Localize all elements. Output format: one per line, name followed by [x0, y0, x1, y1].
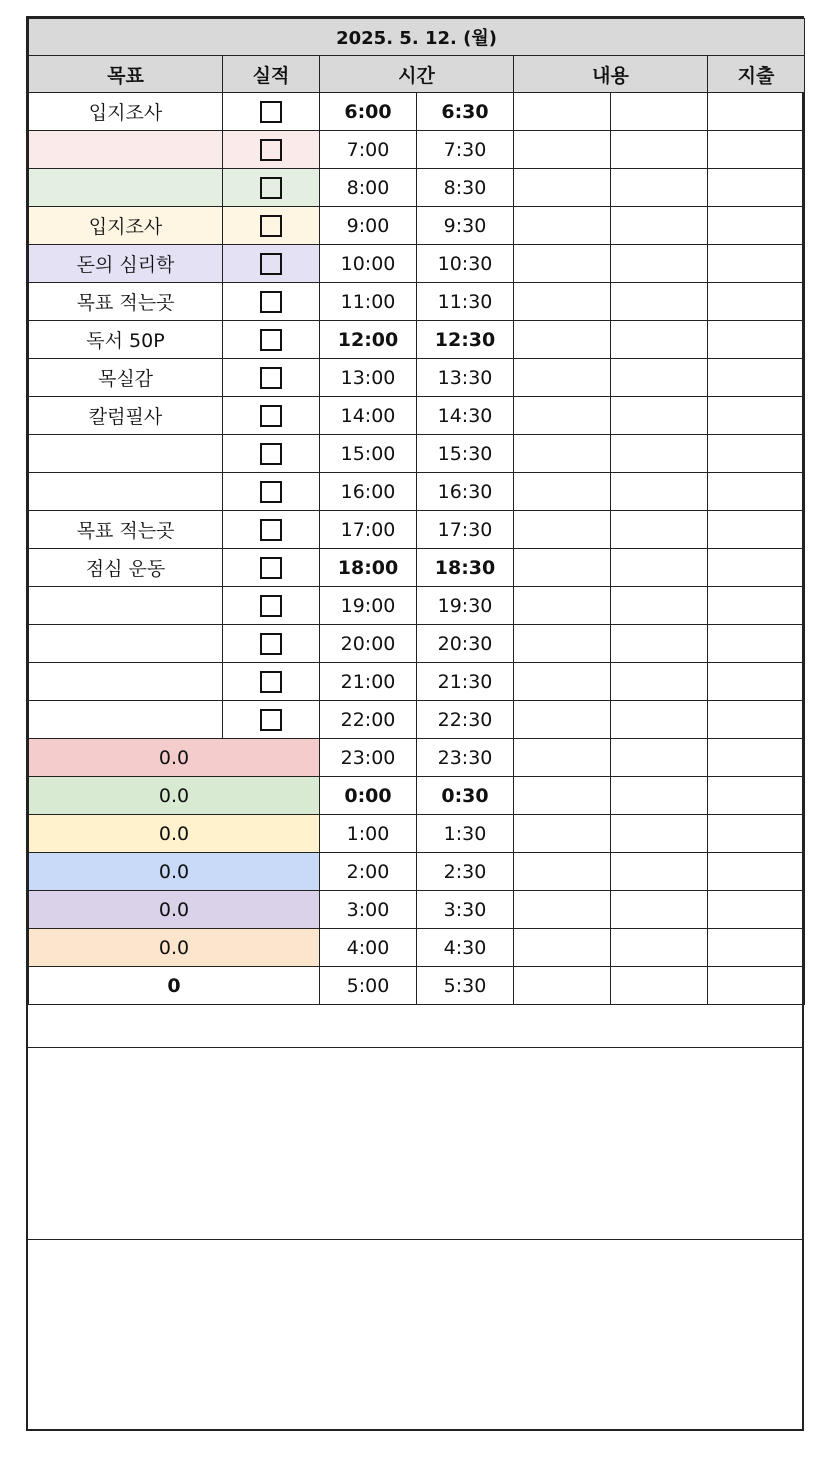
time-half: 5:30 — [417, 967, 514, 1005]
done-cell[interactable] — [223, 701, 320, 739]
content-cell[interactable] — [514, 891, 611, 929]
checkbox[interactable] — [260, 291, 282, 313]
goal-cell[interactable] — [29, 131, 223, 169]
checkbox[interactable] — [260, 595, 282, 617]
time-half: 23:30 — [417, 739, 514, 777]
checkbox[interactable] — [260, 633, 282, 655]
done-cell[interactable] — [223, 549, 320, 587]
goal-cell[interactable]: 목표 적는곳 — [29, 283, 223, 321]
time-start: 8:00 — [320, 169, 417, 207]
content-cell[interactable] — [611, 169, 708, 207]
checkbox[interactable] — [260, 139, 282, 161]
content-cell[interactable] — [611, 777, 708, 815]
content-cell[interactable] — [611, 549, 708, 587]
content-cell[interactable] — [611, 321, 708, 359]
table-row — [29, 245, 805, 283]
content-cell[interactable] — [611, 245, 708, 283]
table-row — [29, 207, 805, 245]
goal-cell[interactable]: 목표 적는곳 — [29, 511, 223, 549]
done-cell[interactable] — [223, 587, 320, 625]
content-cell[interactable] — [514, 397, 611, 435]
table-row — [29, 625, 805, 663]
goal-cell[interactable]: 입지조사 — [29, 93, 223, 131]
expense-cell[interactable] — [708, 815, 805, 853]
expense-cell[interactable] — [708, 93, 805, 131]
content-cell[interactable] — [611, 929, 708, 967]
checkbox[interactable] — [260, 101, 282, 123]
time-start: 15:00 — [320, 435, 417, 473]
goal-cell[interactable]: 목실감 — [29, 359, 223, 397]
content-cell[interactable] — [611, 891, 708, 929]
table-row — [29, 701, 805, 739]
expense-cell[interactable] — [708, 397, 805, 435]
time-half: 11:30 — [417, 283, 514, 321]
content-cell[interactable] — [611, 207, 708, 245]
time-start: 5:00 — [320, 967, 417, 1005]
checkbox[interactable] — [260, 405, 282, 427]
content-cell[interactable] — [611, 131, 708, 169]
time-half: 21:30 — [417, 663, 514, 701]
content-cell[interactable] — [611, 663, 708, 701]
expense-cell[interactable] — [708, 967, 805, 1005]
expense-cell[interactable] — [708, 321, 805, 359]
content-cell[interactable] — [611, 625, 708, 663]
checkbox[interactable] — [260, 329, 282, 351]
goal-cell[interactable] — [29, 701, 223, 739]
expense-cell[interactable] — [708, 929, 805, 967]
content-cell[interactable] — [611, 93, 708, 131]
time-half: 6:30 — [417, 93, 514, 131]
done-cell[interactable] — [223, 359, 320, 397]
content-cell[interactable] — [514, 739, 611, 777]
checkbox[interactable] — [260, 367, 282, 389]
summary-row — [29, 739, 805, 777]
content-cell[interactable] — [514, 549, 611, 587]
table-row — [29, 549, 805, 587]
content-cell[interactable] — [611, 739, 708, 777]
content-cell[interactable] — [514, 169, 611, 207]
table-row — [29, 435, 805, 473]
time-start: 11:00 — [320, 283, 417, 321]
content-cell[interactable] — [514, 283, 611, 321]
content-cell[interactable] — [514, 435, 611, 473]
content-cell[interactable] — [514, 93, 611, 131]
goal-cell[interactable]: 점심 운동 — [29, 549, 223, 587]
time-half: 17:30 — [417, 511, 514, 549]
content-cell[interactable] — [514, 321, 611, 359]
schedule-table — [28, 18, 805, 1005]
content-cell[interactable] — [514, 131, 611, 169]
time-half: 8:30 — [417, 169, 514, 207]
header-expense: 지출 — [708, 56, 805, 93]
content-cell[interactable] — [514, 815, 611, 853]
table-row — [29, 283, 805, 321]
expense-cell[interactable] — [708, 169, 805, 207]
content-cell[interactable] — [514, 701, 611, 739]
content-cell[interactable] — [514, 929, 611, 967]
content-cell[interactable] — [514, 207, 611, 245]
time-start: 10:00 — [320, 245, 417, 283]
table-row — [29, 663, 805, 701]
content-cell[interactable] — [611, 967, 708, 1005]
header-goal: 목표 — [29, 56, 223, 93]
time-half: 2:30 — [417, 853, 514, 891]
time-start: 13:00 — [320, 359, 417, 397]
content-cell[interactable] — [514, 853, 611, 891]
table-row — [29, 473, 805, 511]
done-cell[interactable] — [223, 625, 320, 663]
time-start: 12:00 — [320, 321, 417, 359]
time-start: 22:00 — [320, 701, 417, 739]
content-cell[interactable] — [611, 283, 708, 321]
content-cell[interactable] — [611, 853, 708, 891]
expense-cell[interactable] — [708, 625, 805, 663]
expense-cell[interactable] — [708, 549, 805, 587]
time-half: 14:30 — [417, 397, 514, 435]
content-cell[interactable] — [611, 435, 708, 473]
done-cell[interactable] — [223, 473, 320, 511]
expense-cell[interactable] — [708, 587, 805, 625]
table-row — [29, 321, 805, 359]
time-half: 4:30 — [417, 929, 514, 967]
table-row — [29, 397, 805, 435]
content-cell[interactable] — [611, 701, 708, 739]
checkbox[interactable] — [260, 443, 282, 465]
summary-value: 0.0 — [29, 929, 320, 967]
time-half: 10:30 — [417, 245, 514, 283]
goal-cell[interactable] — [29, 663, 223, 701]
summary-row — [29, 853, 805, 891]
expense-cell[interactable] — [708, 853, 805, 891]
done-cell[interactable] — [223, 435, 320, 473]
time-start: 19:00 — [320, 587, 417, 625]
done-cell[interactable] — [223, 169, 320, 207]
expense-cell[interactable] — [708, 511, 805, 549]
expense-cell[interactable] — [708, 739, 805, 777]
time-start: 4:00 — [320, 929, 417, 967]
done-cell[interactable] — [223, 245, 320, 283]
date-title: 2025. 5. 12. (월) — [29, 19, 805, 56]
done-cell[interactable] — [223, 131, 320, 169]
time-half: 20:30 — [417, 625, 514, 663]
time-half: 16:30 — [417, 473, 514, 511]
time-start: 18:00 — [320, 549, 417, 587]
time-half: 13:30 — [417, 359, 514, 397]
time-start: 0:00 — [320, 777, 417, 815]
table-row — [29, 131, 805, 169]
done-cell[interactable] — [223, 283, 320, 321]
done-cell[interactable] — [223, 663, 320, 701]
done-cell[interactable] — [223, 511, 320, 549]
summary-value: 0.0 — [29, 853, 320, 891]
goal-cell[interactable]: 독서 50P — [29, 321, 223, 359]
summary-value: 0.0 — [29, 815, 320, 853]
content-cell[interactable] — [611, 473, 708, 511]
summary-row — [29, 891, 805, 929]
memo-line[interactable] — [28, 1010, 804, 1048]
expense-cell[interactable] — [708, 777, 805, 815]
checkbox[interactable] — [260, 519, 282, 541]
time-start: 23:00 — [320, 739, 417, 777]
time-start: 3:00 — [320, 891, 417, 929]
content-cell[interactable] — [514, 967, 611, 1005]
summary-total: 0 — [29, 967, 320, 1005]
table-row — [29, 359, 805, 397]
time-half: 18:30 — [417, 549, 514, 587]
time-half: 1:30 — [417, 815, 514, 853]
title-row — [29, 19, 805, 56]
time-start: 2:00 — [320, 853, 417, 891]
expense-cell[interactable] — [708, 663, 805, 701]
daily-planner-sheet — [26, 16, 804, 1431]
table-row — [29, 511, 805, 549]
memo-box[interactable] — [28, 1048, 804, 1240]
expense-cell[interactable] — [708, 131, 805, 169]
summary-row — [29, 967, 805, 1005]
done-cell[interactable] — [223, 207, 320, 245]
summary-value: 0.0 — [29, 739, 320, 777]
checkbox[interactable] — [260, 215, 282, 237]
expense-cell[interactable] — [708, 891, 805, 929]
expense-cell[interactable] — [708, 207, 805, 245]
expense-cell[interactable] — [708, 701, 805, 739]
goal-cell[interactable] — [29, 435, 223, 473]
time-half: 22:30 — [417, 701, 514, 739]
goal-cell[interactable] — [29, 473, 223, 511]
goal-cell[interactable]: 칼럼필사 — [29, 397, 223, 435]
time-half: 19:30 — [417, 587, 514, 625]
time-start: 7:00 — [320, 131, 417, 169]
header-row — [29, 56, 805, 93]
content-cell[interactable] — [514, 511, 611, 549]
content-cell[interactable] — [611, 511, 708, 549]
content-cell[interactable] — [611, 359, 708, 397]
content-cell[interactable] — [514, 587, 611, 625]
content-cell[interactable] — [514, 777, 611, 815]
time-half: 0:30 — [417, 777, 514, 815]
goal-cell[interactable] — [29, 625, 223, 663]
expense-cell[interactable] — [708, 435, 805, 473]
table-row — [29, 587, 805, 625]
content-cell[interactable] — [514, 663, 611, 701]
done-cell[interactable] — [223, 93, 320, 131]
summary-value: 0.0 — [29, 891, 320, 929]
header-done: 실적 — [223, 56, 320, 93]
time-start: 9:00 — [320, 207, 417, 245]
checkbox[interactable] — [260, 481, 282, 503]
content-cell[interactable] — [514, 359, 611, 397]
checkbox[interactable] — [260, 253, 282, 275]
checkbox[interactable] — [260, 709, 282, 731]
time-start: 21:00 — [320, 663, 417, 701]
header-time: 시간 — [320, 56, 514, 93]
summary-row — [29, 929, 805, 967]
content-cell[interactable] — [611, 397, 708, 435]
done-cell[interactable] — [223, 397, 320, 435]
time-half: 7:30 — [417, 131, 514, 169]
checkbox[interactable] — [260, 557, 282, 579]
table-row — [29, 169, 805, 207]
goal-cell[interactable]: 입지조사 — [29, 207, 223, 245]
summary-row — [29, 777, 805, 815]
time-half: 15:30 — [417, 435, 514, 473]
expense-cell[interactable] — [708, 245, 805, 283]
time-start: 6:00 — [320, 93, 417, 131]
time-half: 3:30 — [417, 891, 514, 929]
done-cell[interactable] — [223, 321, 320, 359]
content-cell[interactable] — [611, 815, 708, 853]
expense-cell[interactable] — [708, 473, 805, 511]
expense-cell[interactable] — [708, 359, 805, 397]
time-start: 16:00 — [320, 473, 417, 511]
goal-cell[interactable]: 돈의 심리학 — [29, 245, 223, 283]
time-start: 1:00 — [320, 815, 417, 853]
time-start: 20:00 — [320, 625, 417, 663]
goal-cell[interactable] — [29, 587, 223, 625]
summary-value: 0.0 — [29, 777, 320, 815]
time-half: 12:30 — [417, 321, 514, 359]
checkbox[interactable] — [260, 177, 282, 199]
time-half: 9:30 — [417, 207, 514, 245]
expense-cell[interactable] — [708, 283, 805, 321]
time-start: 17:00 — [320, 511, 417, 549]
content-cell[interactable] — [611, 587, 708, 625]
content-cell[interactable] — [514, 625, 611, 663]
summary-row — [29, 815, 805, 853]
time-start: 14:00 — [320, 397, 417, 435]
goal-cell[interactable] — [29, 169, 223, 207]
memo-box[interactable] — [28, 1240, 804, 1429]
table-row — [29, 93, 805, 131]
header-content: 내용 — [514, 56, 708, 93]
checkbox[interactable] — [260, 671, 282, 693]
content-cell[interactable] — [514, 473, 611, 511]
content-cell[interactable] — [514, 245, 611, 283]
